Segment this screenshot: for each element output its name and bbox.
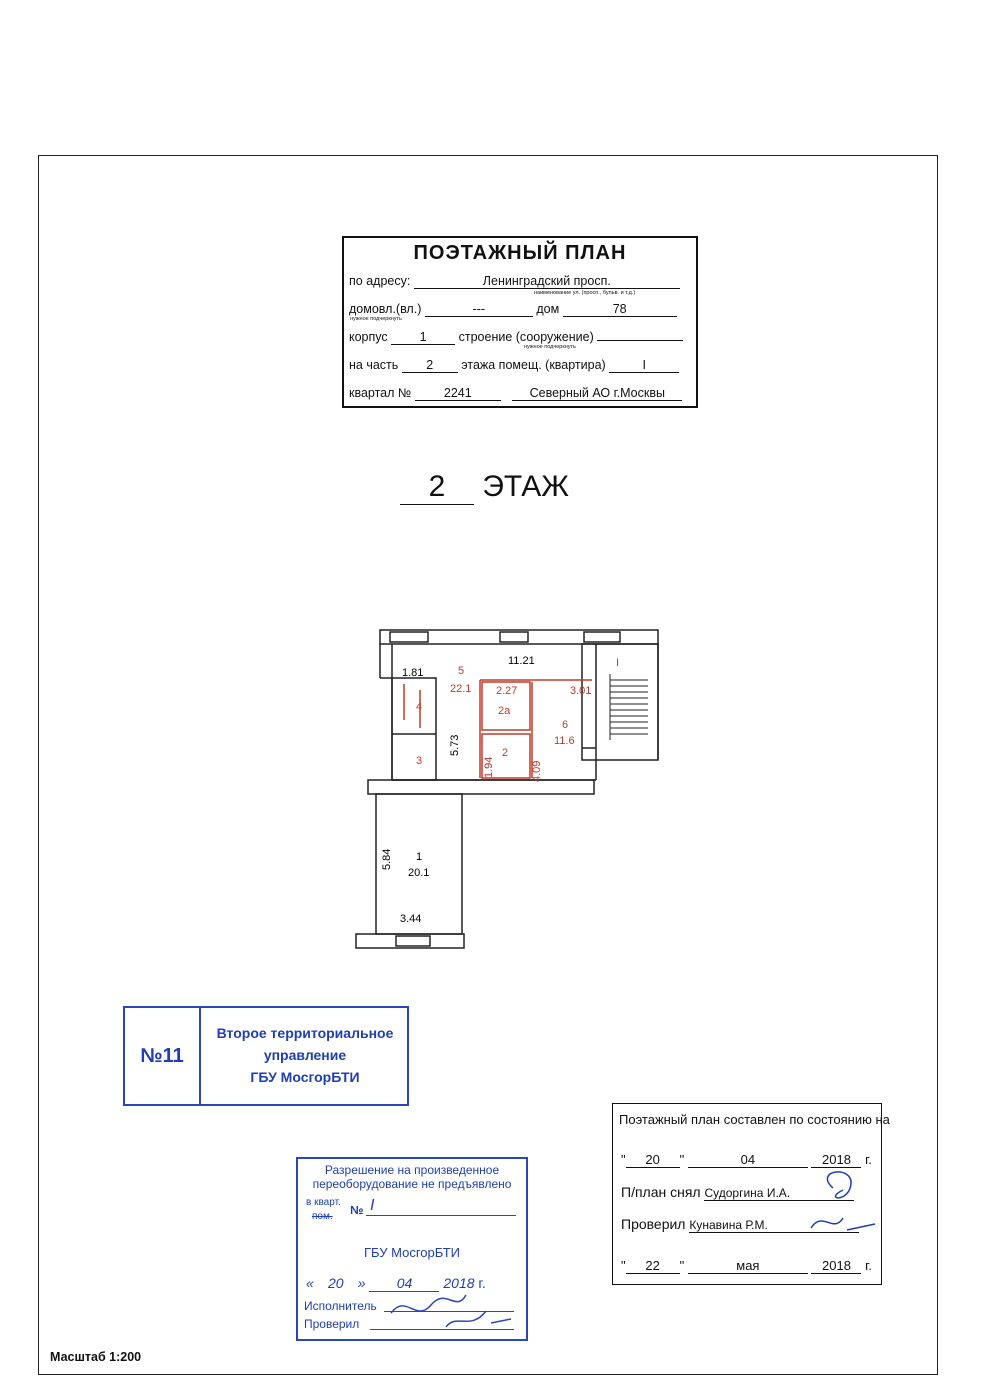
korpus-row	[349, 330, 683, 345]
stamp-line1: Второе территориальное	[216, 1025, 394, 1041]
address-label: по адресу:	[349, 274, 411, 288]
stroenie-label: строение (сооружение)	[458, 330, 594, 344]
dim-1-81: 1.81	[402, 667, 424, 679]
dom-value: 78	[563, 302, 677, 317]
permission-year-prefix: 20	[443, 1275, 459, 1291]
kvartal-value: 2241	[415, 386, 501, 401]
permission-no-label: №	[350, 1203, 364, 1217]
stamp-number: №11	[125, 1008, 201, 1104]
state-date1: " 20 " 04 2018 г.	[621, 1152, 872, 1167]
permission-pom: пом.	[312, 1211, 333, 1222]
dom-label: дом	[536, 302, 560, 316]
room-3-id: 3	[416, 755, 423, 767]
dim-11-21: 11.21	[508, 655, 535, 667]
state-checked-value: Кунавина Р.М.	[689, 1218, 859, 1233]
signature-permission	[386, 1283, 516, 1335]
dim-1-94: 1.94	[483, 756, 495, 778]
dim-5-84: 5.84	[381, 848, 393, 870]
state-box	[612, 1103, 890, 1285]
room-1-id: 1	[416, 851, 423, 863]
part-label2: этажа помещ. (квартира)	[461, 358, 606, 372]
room-2a-id: 2a	[498, 705, 511, 717]
permission-no-value: I	[366, 1197, 516, 1216]
dim-4-09: 4.09	[531, 760, 543, 782]
room-2-id: 2	[502, 747, 509, 759]
korpus-label: корпус	[349, 330, 388, 344]
state-year: 2018	[811, 1152, 861, 1168]
dim-5-73: 5.73	[449, 734, 461, 756]
stamp-line2: управление	[263, 1047, 347, 1063]
bti-stamp	[123, 1006, 409, 1106]
part-row	[349, 358, 679, 373]
korpus-value: 1	[391, 330, 455, 345]
stamp-line3: ГБУ МосгорБТИ	[250, 1069, 360, 1085]
room-6-id: 6	[562, 719, 569, 731]
kvartal-row	[349, 386, 682, 401]
part-label: на часть	[349, 358, 399, 372]
permission-stamp	[296, 1157, 528, 1341]
permission-checker: Проверил	[304, 1317, 360, 1331]
state-year2-unit: г.	[865, 1258, 872, 1273]
permission-executor: Исполнитель	[304, 1299, 377, 1313]
permission-year-unit: г.	[478, 1275, 486, 1291]
district-value: Северный АО г.Москвы	[512, 386, 682, 401]
scale-label: Масштаб 1:200	[50, 1350, 142, 1364]
part-value2: I	[609, 358, 679, 373]
signature-state	[803, 1160, 879, 1240]
permission-year-suffix: 18	[458, 1275, 475, 1291]
room-5-id: 5	[458, 665, 465, 677]
state-taken-value: Судоргина И.А.	[704, 1186, 854, 1201]
address-row	[349, 274, 680, 289]
domovl-row	[349, 302, 677, 317]
permission-line2: переоборудование не предъявлено	[312, 1177, 512, 1191]
part-value: 2	[402, 358, 458, 373]
dim-2-27: 2.27	[496, 685, 518, 697]
address-hint: наименование ул. (просп., бульв. и т.д.)	[534, 290, 636, 296]
permission-day: 20	[328, 1275, 344, 1291]
floor-label: ЭТАЖ	[482, 470, 569, 503]
permission-date: « 20 » 04 2018 г.	[306, 1275, 486, 1291]
state-month: 04	[688, 1152, 808, 1168]
state-title: Поэтажный план составлен по состоянию на	[619, 1112, 890, 1127]
permission-line1: Разрешение на произведенное	[324, 1163, 500, 1177]
state-day: 20	[626, 1152, 680, 1168]
state-year-unit: г.	[865, 1152, 872, 1167]
stroenie-value	[597, 340, 683, 341]
floor-number: 2	[400, 470, 474, 505]
dim-3-44: 3.44	[400, 913, 422, 925]
permission-kvart: в кварт.	[306, 1197, 341, 1208]
state-day2: 22	[626, 1258, 680, 1274]
address-value: Ленинградский просп.	[414, 274, 680, 289]
dim-3-01: 3.01	[570, 685, 592, 697]
room-I-id: I	[616, 657, 620, 669]
permission-org: ГБУ МосгорБТИ	[364, 1245, 460, 1260]
domovl-value: ---	[425, 302, 533, 317]
domovl-label: домовл.(вл.)	[349, 302, 422, 316]
kvartal-label: квартал №	[349, 386, 412, 400]
state-year2: 2018	[811, 1258, 861, 1274]
title-block	[342, 236, 698, 408]
floor-heading	[400, 470, 569, 505]
state-date2: " 22 " мая 2018 г.	[621, 1258, 872, 1273]
stroenie-hint: нужное подчеркнуть	[524, 344, 576, 350]
room-6-area: 11.6	[554, 735, 575, 747]
floor-plan	[340, 620, 670, 960]
permission-month: 04	[369, 1275, 439, 1292]
room-5-area: 22.1	[450, 683, 472, 695]
stamp-text	[205, 1022, 405, 1088]
document-title: ПОЭТАЖНЫЙ ПЛАН	[413, 242, 627, 264]
state-month2: мая	[688, 1258, 808, 1274]
room-1-area: 20.1	[408, 867, 430, 879]
state-taken-label: П/план снял	[621, 1184, 701, 1200]
state-checked-label: Проверил	[621, 1216, 686, 1232]
domovl-hint: нужное подчеркнуть	[350, 316, 402, 322]
room-4-id: 4	[416, 701, 423, 713]
